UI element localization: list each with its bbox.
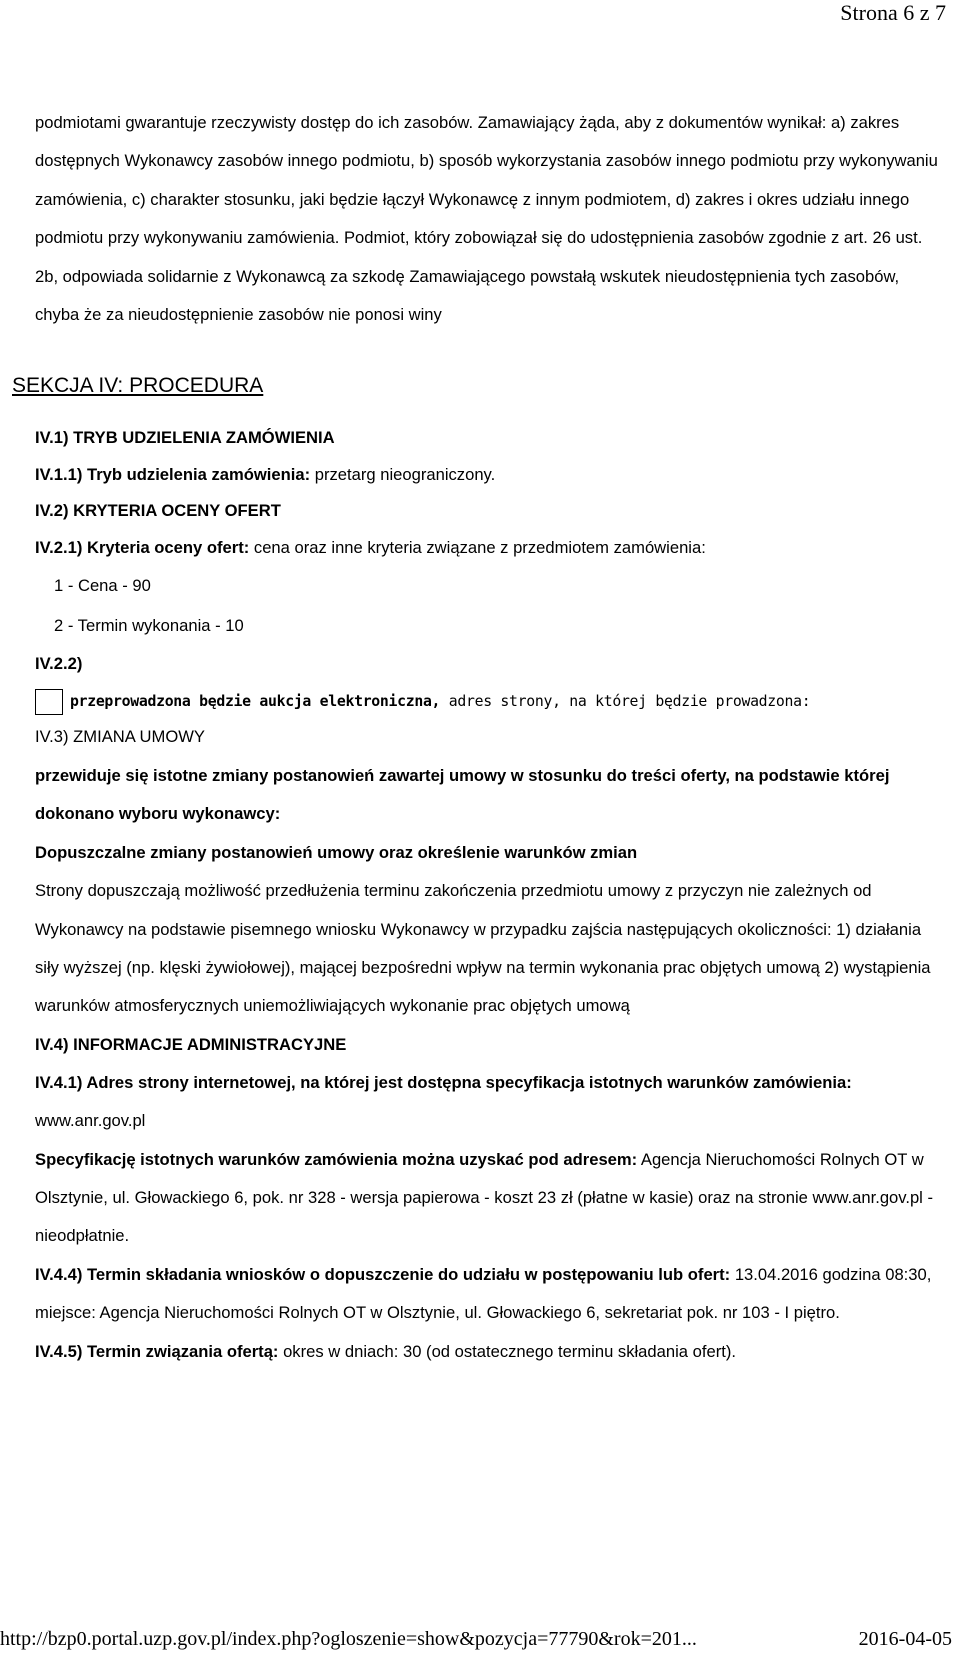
- iv3-heading: IV.3) ZMIANA UMOWY: [35, 726, 205, 746]
- iv4-5-value: okres w dniach: 30 (od ostatecznego terminu składania ofert).: [283, 1341, 736, 1361]
- page-number: Strona 6 z 7: [840, 0, 946, 25]
- criterion-item: 2 - Termin wykonania - 10: [54, 616, 244, 636]
- iv1-1-value: przetarg nieograniczony.: [314, 464, 496, 484]
- iv1-1-label: IV.1.1) Tryb udzielenia zamówienia:: [35, 464, 311, 484]
- iv4-5-label: IV.4.5) Termin związania ofertą:: [35, 1341, 279, 1361]
- auction-text: [70, 693, 810, 710]
- section-title: SEKCJA IV: PROCEDURA: [12, 374, 264, 398]
- auction-label: przeprowadzona będzie aukcja elektroniczna,: [70, 693, 441, 711]
- iv4-1-value: www.anr.gov.pl: [35, 1111, 146, 1131]
- iv1-heading: IV.1) TRYB UDZIELENIA ZAMÓWIENIA: [35, 428, 335, 448]
- iv4-4-row: [35, 1256, 947, 1333]
- criterion-item: 1 - Cena - 90: [54, 576, 151, 596]
- iv3-conditions-text: Strony dopuszczają możliwość przedłużenia terminu zakończenia przedmiotu umowy z przyczyn nie zależnych od Wykonawcy na podstawie pisemnego wniosku Wykonawcy w przypadku zajścia następujących okoliczności: 1) działania siły wyższej (np. klęski żywiołowej), mającej bezpośredni wpływ na termin wykonania prac objętych umową 2) wystąpienia warunków atmosferycznych uniemożliwiających wykonanie prac objętych umową: [35, 881, 931, 1016]
- iv2-1-row: [35, 530, 947, 567]
- iv3-conditions-title: Dopuszczalne zmiany postanowień umowy oraz określenie warunków zmian: [35, 842, 638, 862]
- spec-row: [35, 1141, 947, 1256]
- spec-value: Agencja Nieruchomości Rolnych OT w Olsztynie, ul. Głowackiego 6, pok. nr 328 - wersja papierowa - koszt 23 zł (płatne w kasie) oraz na stronie www.anr.gov.pl - nieodpłatnie.: [35, 1149, 933, 1246]
- auction-row: [35, 683, 947, 721]
- iv2-2-label: IV.2.2): [35, 654, 83, 674]
- document-body: [12, 104, 947, 1371]
- iv4-5-row: [35, 1333, 947, 1371]
- iv1-1-row: [35, 457, 947, 494]
- iv4-4-label: IV.4.4) Termin składania wniosków o dopuszczenie do udziału w postępowaniu lub ofert:: [35, 1264, 731, 1284]
- spec-label: Specyfikację istotnych warunków zamówienia można uzyskać pod adresem:: [35, 1149, 638, 1169]
- footer-date: 2016-04-05: [858, 1628, 952, 1650]
- auction-address-label: adres strony, na której będzie prowadzona:: [448, 693, 811, 711]
- iv2-1-value: cena oraz inne kryteria związane z przedmiotem zamówienia:: [253, 537, 706, 557]
- iv4-4-value: 13.04.2016 godzina 08:30, miejsce: Agencja Nieruchomości Rolnych OT w Olsztynie, ul. Głowackiego 6, sekretariat pok. nr 103 - I piętro.: [35, 1264, 932, 1323]
- footer-url[interactable]: http://bzp0.portal.uzp.gov.pl/index.php?ogloszenie=show&pozycja=77790&rok=201...: [0, 1628, 697, 1650]
- auction-checkbox: [35, 689, 63, 715]
- iv4-heading: IV.4) INFORMACJE ADMINISTRACYJNE: [35, 1034, 347, 1054]
- iv3-question: przewiduje się istotne zmiany postanowień zawartej umowy w stosunku do treści oferty, na podstawie której dokonano wyboru wykonawcy:: [35, 765, 890, 824]
- iv2-1-label: IV.2.1) Kryteria oceny ofert:: [35, 537, 250, 557]
- iv2-heading: IV.2) KRYTERIA OCENY OFERT: [35, 501, 281, 521]
- page-footer: [0, 1626, 952, 1652]
- intro-paragraph: podmiotami gwarantuje rzeczywisty dostęp do ich zasobów. Zamawiający żąda, aby z dokumentów wynikał: a) zakres dostępnych Wykonawcy zasobów innego podmiotu, b) sposób wykorzystania zasobów innego podmiotu przy wykonywaniu zamówienia, c) charakter stosunku, jaki będzie łączył Wykonawcę z innym podmiotem, d) zakres i okres udziału innego podmiotu przy wykonywaniu zamówienia. Podmiot, który zobowiązał się do udostępnienia zasobów zgodnie z art. 26 ust. 2b, odpowiada solidarnie z Wykonawcą za szkodę Zamawiającego powstałą wskutek nieudostępnienia tych zasobów, chyba że za nieudostępnienie zasobów nie ponosi winy: [35, 113, 938, 325]
- iv4-1-label: IV.4.1) Adres strony internetowej, na której jest dostępna specyfikacja istotnych warunków zamówienia:: [35, 1072, 852, 1092]
- iv4-1-row: [35, 1064, 947, 1141]
